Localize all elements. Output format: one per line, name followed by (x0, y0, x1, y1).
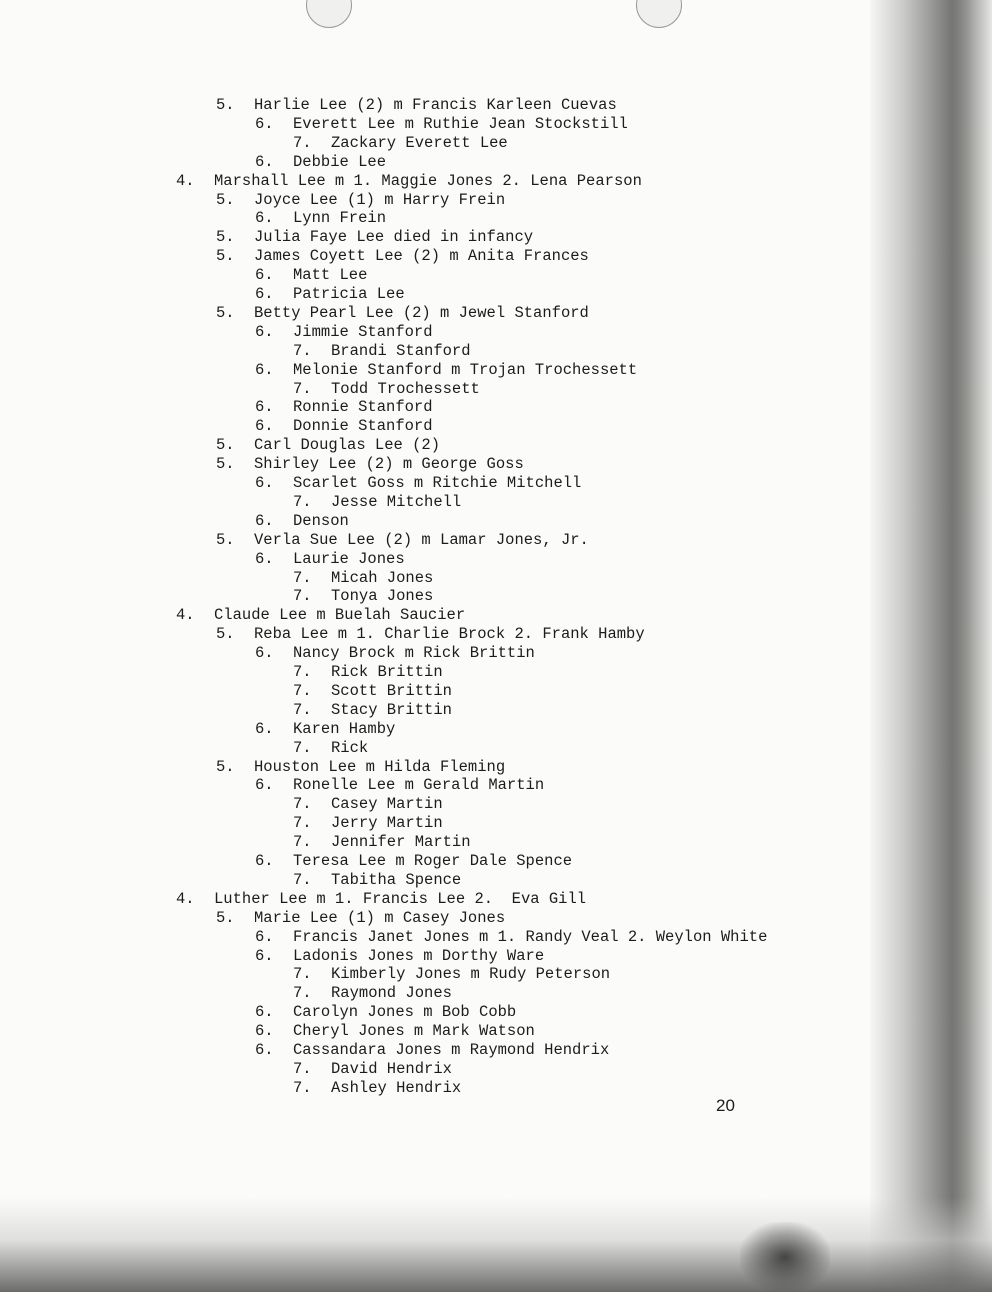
entry-text: Todd Trochessett (331, 379, 480, 398)
genealogy-entry (293, 739, 368, 758)
entry-text: Ronnie Stanford (293, 398, 433, 417)
genealogy-entry (255, 153, 386, 172)
genealogy-entry (216, 531, 589, 550)
entry-text: Denson (293, 511, 349, 530)
entry-text: Houston Lee m Hilda Fleming (254, 757, 506, 776)
entry-text: Tonya Jones (331, 587, 434, 606)
generation-number: 7. (293, 738, 312, 757)
genealogy-entry (216, 455, 524, 474)
genealogy-entry (255, 398, 433, 417)
genealogy-entry (255, 776, 544, 795)
genealogy-entry (255, 361, 637, 380)
generation-number: 6. (255, 398, 274, 417)
generation-number: 5. (216, 625, 235, 644)
genealogy-entry (216, 436, 440, 455)
generation-number: 7. (293, 984, 312, 1003)
entry-text: Debbie Lee (293, 152, 387, 171)
entry-text: Tabitha Spence (331, 870, 462, 889)
entry-text: James Coyett Lee (2) m Anita Frances (254, 247, 589, 266)
generation-number: 6. (255, 1041, 274, 1059)
genealogy-entry (255, 266, 367, 285)
genealogy-entry (293, 1079, 461, 1098)
entry-text: Ronelle Lee m Gerald Martin (293, 776, 545, 795)
generation-number: 5. (216, 96, 235, 114)
genealogy-entry (216, 247, 589, 266)
generation-number: 5. (216, 190, 235, 209)
entry-text: Harlie Lee (2) m Francis Karleen Cuevas (254, 96, 617, 114)
genealogy-entry (293, 814, 443, 833)
genealogy-entry (293, 871, 461, 890)
entry-text: Ladonis Jones m Dorthy Ware (293, 946, 545, 965)
entry-text: Marshall Lee m 1. Maggie Jones 2. Lena Pearson (214, 171, 642, 190)
generation-number: 5. (216, 455, 235, 474)
entry-text: Julia Faye Lee died in infancy (254, 228, 534, 247)
entry-text: Cassandara Jones m Raymond Hendrix (293, 1041, 610, 1059)
generation-number: 7. (293, 379, 312, 398)
generation-number: 7. (293, 663, 312, 681)
genealogy-entry (293, 134, 508, 153)
entry-text: Jennifer Martin (331, 833, 471, 852)
entry-text: Francis Janet Jones m 1. Randy Veal 2. Weylon White (293, 927, 768, 946)
entry-text: Matt Lee (293, 266, 368, 285)
generation-number: 7. (293, 341, 312, 360)
genealogy-entry (255, 323, 433, 342)
genealogy-entry (216, 96, 617, 115)
genealogy-entry (255, 474, 581, 493)
generation-number: 6. (255, 266, 274, 285)
genealogy-entry (216, 191, 505, 210)
entry-text: Betty Pearl Lee (2) m Jewel Stanford (254, 303, 589, 322)
generation-number: 7. (293, 870, 312, 889)
entry-text: Lynn Frein (293, 209, 387, 228)
scan-edge-highlight (952, 0, 992, 1292)
entry-text: Ashley Hendrix (331, 1078, 462, 1097)
generation-number: 6. (255, 209, 274, 228)
genealogy-entry (255, 1003, 516, 1022)
genealogy-entry (293, 1060, 452, 1079)
entry-text: Everett Lee m Ruthie Jean Stockstill (293, 114, 628, 133)
entry-text: Kimberly Jones m Rudy Peterson (331, 965, 611, 984)
entry-text: Teresa Lee m Roger Dale Spence (293, 852, 573, 870)
generation-number: 7. (293, 1078, 312, 1097)
generation-number: 7. (293, 1059, 312, 1078)
entry-text: Stacy Brittin (331, 700, 452, 719)
genealogy-entry (255, 550, 405, 569)
genealogy-entry (216, 625, 645, 644)
genealogy-entry (255, 1041, 609, 1060)
genealogy-entry (293, 833, 471, 852)
genealogy-entry (293, 569, 433, 588)
genealogy-entry (255, 947, 544, 966)
genealogy-entry (293, 701, 452, 720)
genealogy-entry (255, 115, 628, 134)
entry-text: David Hendrix (331, 1059, 452, 1078)
entry-text: Marie Lee (1) m Casey Jones (254, 908, 506, 927)
entry-text: Carolyn Jones m Bob Cobb (293, 1003, 517, 1022)
genealogy-entry (293, 342, 471, 361)
generation-number: 6. (255, 417, 274, 436)
entry-text: Zackary Everett Lee (331, 133, 508, 152)
genealogy-entry (176, 606, 465, 625)
generation-number: 7. (293, 965, 312, 984)
generation-number: 5. (216, 303, 235, 322)
scan-bottom-shadow (0, 1197, 992, 1292)
entry-text: Karen Hamby (293, 719, 396, 738)
generation-number: 7. (293, 587, 312, 606)
generation-number: 7. (293, 795, 312, 814)
entry-text: Patricia Lee (293, 285, 405, 303)
generation-number: 6. (255, 474, 274, 492)
generation-number: 6. (255, 511, 274, 530)
entry-text: Verla Sue Lee (2) m Lamar Jones, Jr. (254, 530, 589, 549)
entry-text: Laurie Jones (293, 549, 405, 568)
generation-number: 4. (176, 171, 195, 190)
entry-text: Jesse Mitchell (331, 492, 462, 511)
genealogy-entry (216, 909, 505, 928)
generation-number: 5. (216, 757, 235, 776)
generation-number: 7. (293, 814, 312, 833)
entry-text: Rick Brittin (331, 663, 443, 681)
genealogy-entry (293, 380, 480, 399)
generation-number: 5. (216, 436, 235, 455)
generation-number: 4. (176, 606, 195, 625)
entry-text: Raymond Jones (331, 984, 452, 1003)
generation-number: 6. (255, 322, 274, 341)
entry-text: Scott Brittin (331, 681, 452, 700)
generation-number: 6. (255, 152, 274, 171)
genealogy-entry (255, 644, 535, 663)
genealogy-entry (216, 228, 533, 247)
generation-number: 5. (216, 530, 235, 549)
generation-number: 6. (255, 1003, 274, 1022)
entry-text: Reba Lee m 1. Charlie Brock 2. Frank Hamby (254, 625, 645, 644)
generation-number: 6. (255, 776, 274, 795)
entry-text: Jerry Martin (331, 814, 443, 833)
genealogy-entry (255, 209, 386, 228)
generation-number: 7. (293, 492, 312, 511)
generation-number: 5. (216, 228, 235, 247)
entry-text: Jimmie Stanford (293, 322, 433, 341)
entry-text: Shirley Lee (2) m George Goss (254, 455, 524, 474)
entry-text: Joyce Lee (1) m Harry Frein (254, 190, 506, 209)
genealogy-entry (255, 417, 433, 436)
generation-number: 6. (255, 852, 274, 870)
genealogy-entry (293, 663, 443, 682)
entry-text: Melonie Stanford m Trojan Trochessett (293, 360, 638, 379)
genealogy-entry (293, 682, 452, 701)
generation-number: 4. (176, 889, 195, 908)
genealogy-entry (176, 890, 586, 909)
genealogy-entry (293, 493, 461, 512)
generation-number: 5. (216, 908, 235, 927)
entry-text: Micah Jones (331, 568, 434, 587)
entry-text: Nancy Brock m Rick Brittin (293, 644, 535, 663)
generation-number: 6. (255, 360, 274, 379)
entry-text: Donnie Stanford (293, 417, 433, 436)
generation-number: 7. (293, 700, 312, 719)
genealogy-entry (176, 172, 642, 191)
generation-number: 7. (293, 133, 312, 152)
genealogy-entry (255, 928, 767, 947)
genealogy-entry (255, 512, 349, 531)
entry-text: Cheryl Jones m Mark Watson (293, 1022, 535, 1041)
entry-text: Claude Lee m Buelah Saucier (214, 606, 466, 625)
genealogy-entry (293, 984, 452, 1003)
scan-bottom-smudge (740, 1222, 830, 1292)
genealogy-entry (255, 285, 405, 304)
generation-number: 6. (255, 946, 274, 965)
genealogy-entry (255, 852, 572, 871)
genealogy-entry (293, 795, 443, 814)
generation-number: 7. (293, 568, 312, 587)
entry-text: Luther Lee m 1. Francis Lee 2. Eva Gill (214, 889, 587, 908)
entry-text: Brandi Stanford (331, 341, 471, 360)
generation-number: 6. (255, 644, 274, 663)
generation-number: 6. (255, 927, 274, 946)
punch-hole-left (306, 0, 352, 28)
genealogy-entry (293, 587, 433, 606)
entry-text: Rick (331, 738, 369, 757)
generation-number: 6. (255, 719, 274, 738)
entry-text: Scarlet Goss m Ritchie Mitchell (293, 474, 582, 492)
generation-number: 6. (255, 549, 274, 568)
genealogy-entry (216, 304, 589, 323)
genealogy-entry (293, 965, 610, 984)
generation-number: 7. (293, 681, 312, 700)
generation-number: 7. (293, 833, 312, 852)
page-number: 20 (716, 1096, 735, 1115)
punch-hole-right (636, 0, 682, 28)
genealogy-entry (216, 758, 505, 777)
genealogy-entry (255, 720, 395, 739)
generation-number: 6. (255, 114, 274, 133)
genealogy-entry (255, 1022, 535, 1041)
entry-text: Carl Douglas Lee (2) (254, 436, 441, 455)
generation-number: 6. (255, 1022, 274, 1041)
generation-number: 6. (255, 285, 274, 303)
entry-text: Casey Martin (331, 795, 443, 814)
generation-number: 5. (216, 247, 235, 266)
